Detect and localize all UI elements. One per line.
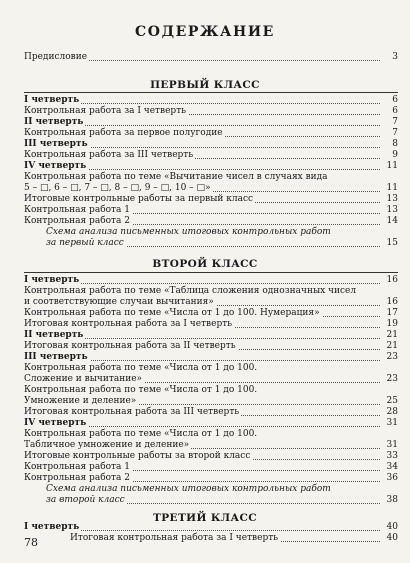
toc-entry: Контрольная работа по теме «Числа от 1 до 100. (24, 429, 258, 439)
toc-entry: Контрольная работа 1 13 (24, 205, 398, 215)
toc-entry: Итоговые контрольные работы за второй класс 33 (24, 451, 398, 461)
toc-entry-quarter: II четверть 7 (24, 117, 398, 127)
toc-entry-quarter: IV четверть 31 (24, 418, 398, 428)
toc-entry: Контрольная работа за III четверть 9 (24, 150, 398, 160)
toc-entry: Итоговая контрольная работа за I четверть 40 (70, 533, 398, 543)
toc-entry: Контрольная работа по теме «Таблица сложения однозначных чисел (24, 286, 357, 296)
toc-entry-quarter: II четверть 21 (24, 330, 398, 340)
toc-entry-scheme: за первый класс 15 (46, 238, 398, 248)
page-title: СОДЕРЖАНИЕ (135, 24, 275, 40)
toc-entry: Контрольная работа по теме «Числа от 1 до 100. (24, 385, 258, 395)
toc-entry: Контрольная работа 1 34 (24, 462, 398, 472)
toc-entry-quarter: III четверть 23 (24, 352, 398, 362)
toc-entry: Итоговая контрольная работа за II четверть 21 (24, 341, 398, 351)
toc-entry-quarter: I четверть 16 (24, 275, 398, 285)
section-heading-class2: ВТОРОЙ КЛАСС (152, 258, 258, 270)
toc-entry-scheme: Схема анализа письменных итоговых контрольных работ (46, 227, 331, 237)
toc-entry: Контрольная работа по теме «Числа от 1 до 100. Нумерация» 17 (24, 308, 398, 318)
toc-entry-preface: Предисловие 3 (24, 52, 398, 62)
toc-entry: и соответствующие случаи вычитания» 16 (24, 297, 398, 307)
toc-entry-quarter: IV четверть 11 (24, 161, 398, 171)
toc-entry: Контрольная работа по теме «Числа от 1 до 100. (24, 363, 258, 373)
toc-entry: Контрольная работа 2 36 (24, 473, 398, 483)
divider (24, 92, 398, 93)
toc-entry-quarter: I четверть 6 (24, 95, 398, 105)
toc-entry: Умножение и деление» 25 (24, 396, 398, 406)
toc-entry: Контрольная работа за первое полугодие 7 (24, 128, 398, 138)
toc-entry-quarter: I четверть 40 (24, 522, 398, 532)
toc-entry: Контрольная работа за I четверть 6 (24, 106, 398, 116)
divider (24, 272, 398, 273)
toc-entry: 5 – □, 6 – □, 7 – □, 8 – □, 9 – □, 10 – □» 11 (24, 183, 398, 193)
page-number: 78 (24, 536, 38, 549)
toc-entry-quarter: III четверть 8 (24, 139, 398, 149)
toc-entry: Контрольная работа по теме «Вычитание чисел в случаях вида (24, 172, 328, 182)
toc-entry: Итоговая контрольная работа за I четверть 19 (24, 319, 398, 329)
toc-entry: Контрольная работа 2 14 (24, 216, 398, 226)
section-heading-class3: ТРЕТИЙ КЛАСС (153, 512, 257, 524)
toc-entry: Табличное умножение и деление» 31 (24, 440, 398, 450)
section-heading-class1: ПЕРВЫЙ КЛАСС (150, 79, 260, 91)
toc-entry-scheme: за второй класс 38 (46, 495, 398, 505)
toc-entry: Итоговая контрольная работа за III четверть 28 (24, 407, 398, 417)
toc-entry-scheme: Схема анализа письменных итоговых контрольных работ (46, 484, 331, 494)
toc-entry: Итоговые контрольные работы за первый класс 13 (24, 194, 398, 204)
toc-entry: Сложение и вычитание» 23 (24, 374, 398, 384)
